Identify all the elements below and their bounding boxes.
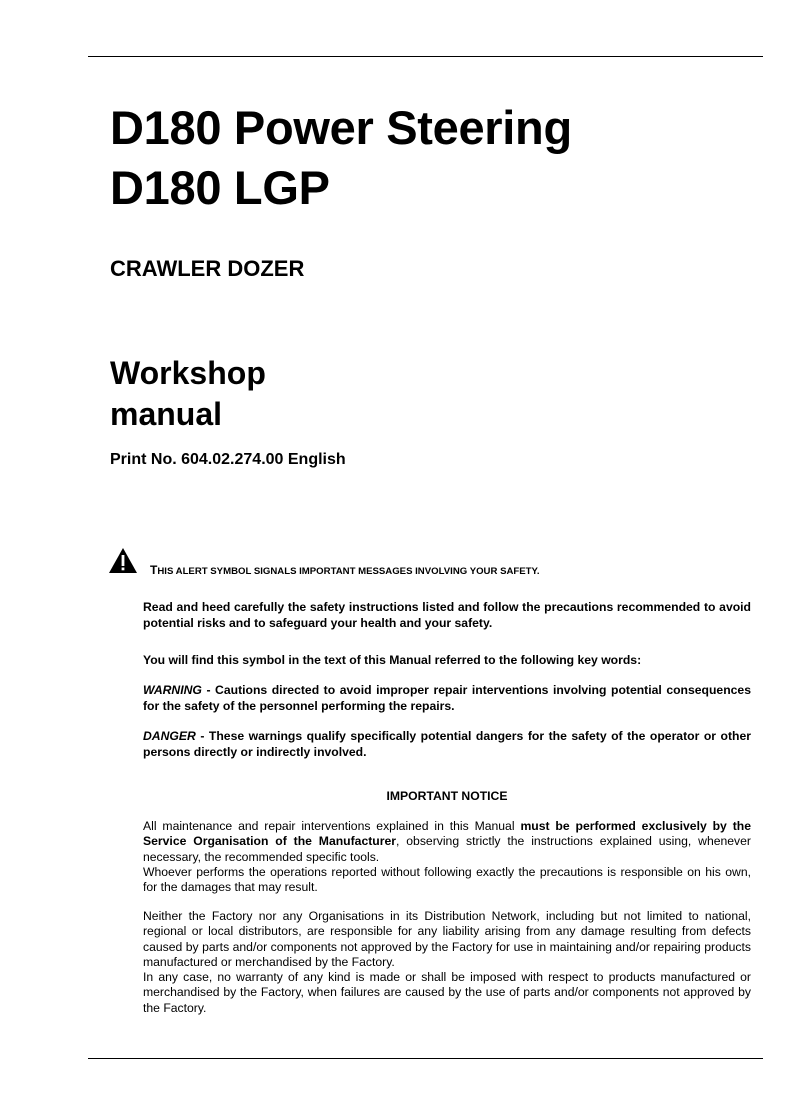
maint-bold: must be performed exclusively by the Service Organisation of the Manufacturer <box>143 819 751 849</box>
notice-liability-paragraph: Neither the Factory nor any Organisations in its Distribution Network, including but not limited to national, regional or local distributors, are responsible for any liability arising from any damage resulting from defects caused by parts and/or components not approved by the Factory for use in maintaining and/or repairing products manufactured or merchandised by the Factory. <box>143 909 751 969</box>
notice-maintenance-paragraph <box>143 819 751 865</box>
bottom-rule <box>88 1058 763 1059</box>
danger-text: - These warnings qualify specifically potential dangers for the safety of the operator or other persons directly or indirectly involved. <box>143 729 751 759</box>
warning-text: - Cautions directed to avoid improper repair interventions involving potential consequences for the safety of the personnel performing the repairs. <box>143 683 751 713</box>
top-rule <box>88 56 763 57</box>
alert-statement <box>150 564 540 578</box>
safety-read-heed: Read and heed carefully the safety instructions listed and follow the precautions recommended to avoid potential risks and to safeguard your health and your safety. <box>143 600 751 630</box>
warning-triangle-icon <box>108 547 138 574</box>
document-title-line1: D180 Power Steering <box>110 101 572 154</box>
maint-part1: All maintenance and repair interventions explained in this Manual <box>143 819 521 833</box>
manual-type-line1: Workshop <box>110 355 266 391</box>
notice-warranty-paragraph: In any case, no warranty of any kind is made or shall be imposed with respect to products manufactured or merchandised by the Factory, when failures are caused by the use of parts and/or components not approved by the Factory. <box>143 970 751 1015</box>
danger-term: DANGER <box>143 729 196 743</box>
document-title-line2: D180 LGP <box>110 161 330 214</box>
maint-part2: , observing strictly the instructions explained using, whenever necessary, the recommended specific tools. <box>143 834 751 864</box>
notice-responsibility-paragraph: Whoever performs the operations reported without following exactly the precautions is responsible on his own, for the damages that may result. <box>143 865 751 895</box>
safety-symbol-intro: You will find this symbol in the text of this Manual referred to the following key words: <box>143 653 642 667</box>
document-subtitle: CRAWLER DOZER <box>110 256 305 281</box>
warning-paragraph <box>143 682 751 714</box>
print-number: Print No. 604.02.274.00 English <box>110 451 346 468</box>
alert-initial: T <box>150 563 158 577</box>
danger-paragraph <box>143 728 751 760</box>
important-notice-heading: IMPORTANT NOTICE <box>386 789 508 803</box>
manual-type-line2: manual <box>110 396 223 432</box>
warning-term: WARNING <box>143 683 202 697</box>
alert-rest: HIS ALERT SYMBOL SIGNALS IMPORTANT MESSAGES INVOLVING YOUR SAFETY. <box>157 566 540 577</box>
